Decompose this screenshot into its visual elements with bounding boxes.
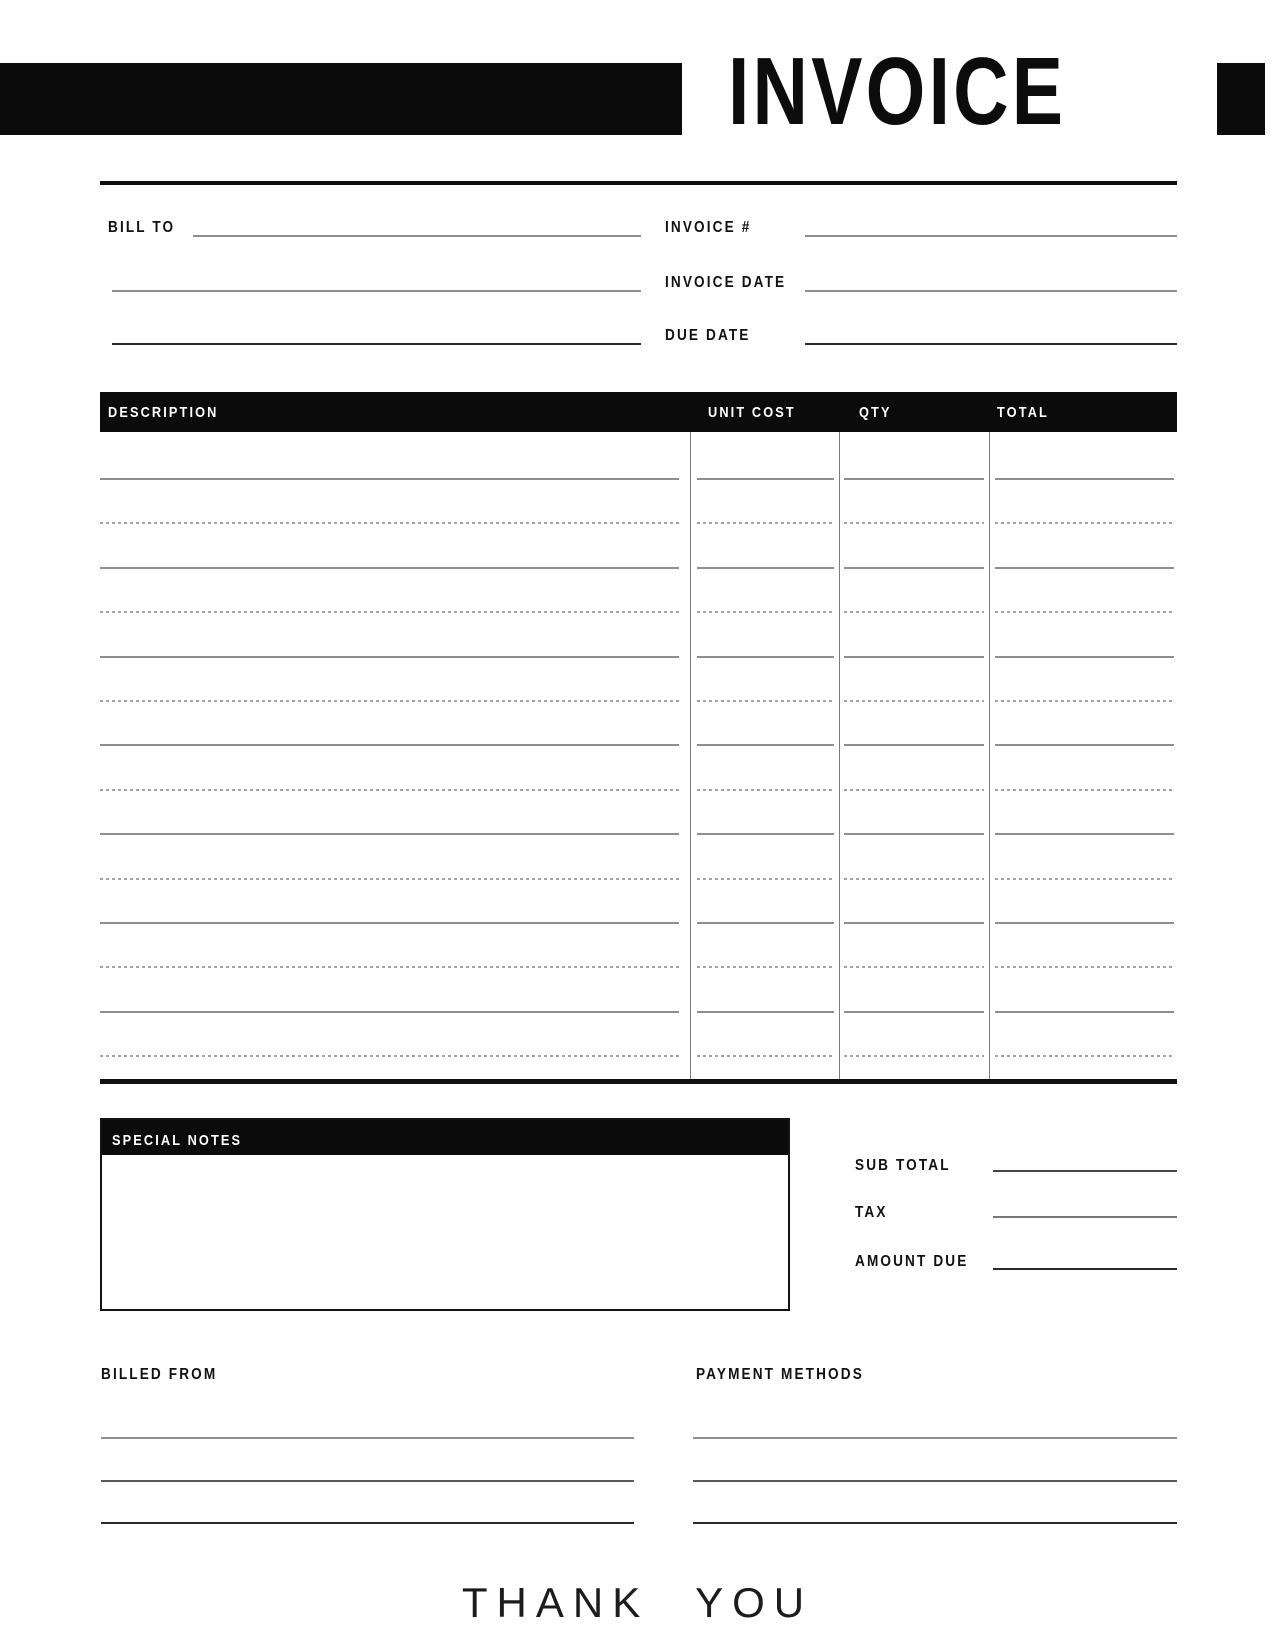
table-bottom-rule xyxy=(100,1079,1177,1084)
sub-total-label: SUB TOTAL xyxy=(855,1157,951,1174)
special-notes-area[interactable] xyxy=(102,1155,788,1309)
cell-line-unit-cost[interactable] xyxy=(697,567,834,569)
bill-to-line-3[interactable] xyxy=(112,343,641,345)
invoice-date-label: INVOICE DATE xyxy=(665,274,787,291)
cell-line-unit-cost[interactable] xyxy=(697,744,834,746)
column-header-unit-cost: UNIT COST xyxy=(708,404,796,421)
cell-line-unit-cost[interactable] xyxy=(697,700,834,702)
special-notes-box xyxy=(100,1118,790,1311)
due-date-label: DUE DATE xyxy=(665,327,751,344)
bill-to-label: BILL TO xyxy=(108,219,176,236)
cell-line-description[interactable] xyxy=(100,478,679,480)
cell-line-qty[interactable] xyxy=(844,922,984,924)
table-row-line xyxy=(100,744,1177,746)
column-separator-3 xyxy=(989,432,990,1079)
header-left-bar xyxy=(0,63,682,135)
cell-line-total[interactable] xyxy=(995,1055,1174,1057)
amount-due-line[interactable] xyxy=(993,1268,1177,1270)
cell-line-description[interactable] xyxy=(100,656,679,658)
payment-methods-line-2[interactable] xyxy=(693,1480,1177,1482)
cell-line-total[interactable] xyxy=(995,789,1174,791)
cell-line-qty[interactable] xyxy=(844,478,984,480)
thank-you-text: THANK YOU xyxy=(461,1579,814,1626)
cell-line-description[interactable] xyxy=(100,1055,679,1057)
billed-from-line-2[interactable] xyxy=(101,1480,634,1482)
table-row-line xyxy=(100,611,1177,613)
cell-line-unit-cost[interactable] xyxy=(697,922,834,924)
cell-line-qty[interactable] xyxy=(844,700,984,702)
cell-line-description[interactable] xyxy=(100,789,679,791)
tax-line[interactable] xyxy=(993,1216,1177,1218)
cell-line-description[interactable] xyxy=(100,567,679,569)
cell-line-qty[interactable] xyxy=(844,656,984,658)
cell-line-qty[interactable] xyxy=(844,744,984,746)
page-title: INVOICE xyxy=(728,38,1067,145)
table-row-line xyxy=(100,966,1177,968)
tax-label: TAX xyxy=(855,1204,888,1221)
cell-line-unit-cost[interactable] xyxy=(697,789,834,791)
cell-line-total[interactable] xyxy=(995,878,1174,880)
cell-line-total[interactable] xyxy=(995,611,1174,613)
cell-line-qty[interactable] xyxy=(844,966,984,968)
column-separator-2 xyxy=(839,432,840,1079)
billed-from-line-3[interactable] xyxy=(101,1522,634,1524)
cell-line-description[interactable] xyxy=(100,922,679,924)
cell-line-qty[interactable] xyxy=(844,1011,984,1013)
cell-line-qty[interactable] xyxy=(844,833,984,835)
cell-line-unit-cost[interactable] xyxy=(697,1011,834,1013)
invoice-date-line[interactable] xyxy=(805,290,1177,292)
cell-line-total[interactable] xyxy=(995,1011,1174,1013)
table-row-line xyxy=(100,700,1177,702)
sub-total-line[interactable] xyxy=(993,1170,1177,1172)
table-row-line xyxy=(100,567,1177,569)
cell-line-total[interactable] xyxy=(995,700,1174,702)
cell-line-description[interactable] xyxy=(100,522,679,524)
amount-due-label: AMOUNT DUE xyxy=(855,1253,969,1270)
table-row-line xyxy=(100,878,1177,880)
cell-line-unit-cost[interactable] xyxy=(697,522,834,524)
cell-line-description[interactable] xyxy=(100,1011,679,1013)
cell-line-unit-cost[interactable] xyxy=(697,478,834,480)
payment-methods-line-3[interactable] xyxy=(693,1522,1177,1524)
invoice-number-line[interactable] xyxy=(805,235,1177,237)
column-header-qty: QTY xyxy=(859,404,892,421)
cell-line-qty[interactable] xyxy=(844,567,984,569)
cell-line-unit-cost[interactable] xyxy=(697,966,834,968)
cell-line-total[interactable] xyxy=(995,522,1174,524)
special-notes-header xyxy=(102,1120,788,1155)
table-row-line xyxy=(100,789,1177,791)
items-table-header xyxy=(100,392,1177,432)
cell-line-qty[interactable] xyxy=(844,1055,984,1057)
column-header-description: DESCRIPTION xyxy=(108,404,219,421)
cell-line-description[interactable] xyxy=(100,966,679,968)
cell-line-total[interactable] xyxy=(995,744,1174,746)
table-row-line xyxy=(100,922,1177,924)
table-row-line xyxy=(100,1055,1177,1057)
payment-methods-label: PAYMENT METHODS xyxy=(696,1366,864,1383)
billed-from-label: BILLED FROM xyxy=(101,1366,218,1383)
table-row-line xyxy=(100,1011,1177,1013)
cell-line-qty[interactable] xyxy=(844,789,984,791)
table-row-line xyxy=(100,656,1177,658)
cell-line-unit-cost[interactable] xyxy=(697,656,834,658)
cell-line-description[interactable] xyxy=(100,744,679,746)
due-date-line[interactable] xyxy=(805,343,1177,345)
bill-to-line-2[interactable] xyxy=(112,290,641,292)
items-table-body xyxy=(100,432,1177,1079)
cell-line-unit-cost[interactable] xyxy=(697,1055,834,1057)
cell-line-description[interactable] xyxy=(100,611,679,613)
cell-line-total[interactable] xyxy=(995,478,1174,480)
cell-line-qty[interactable] xyxy=(844,522,984,524)
cell-line-total[interactable] xyxy=(995,833,1174,835)
cell-line-total[interactable] xyxy=(995,922,1174,924)
cell-line-total[interactable] xyxy=(995,966,1174,968)
cell-line-description[interactable] xyxy=(100,833,679,835)
cell-line-total[interactable] xyxy=(995,656,1174,658)
column-header-total: TOTAL xyxy=(997,404,1049,421)
cell-line-unit-cost[interactable] xyxy=(697,833,834,835)
cell-line-qty[interactable] xyxy=(844,611,984,613)
bill-to-line-1[interactable] xyxy=(193,235,641,237)
cell-line-total[interactable] xyxy=(995,567,1174,569)
header-divider-rule xyxy=(100,181,1177,185)
invoice-number-label: INVOICE # xyxy=(665,219,752,236)
special-notes-label: SPECIAL NOTES xyxy=(112,1132,243,1149)
table-row-line xyxy=(100,478,1177,480)
table-row-line xyxy=(100,522,1177,524)
cell-line-description[interactable] xyxy=(100,878,679,880)
table-row-line xyxy=(100,833,1177,835)
cell-line-qty[interactable] xyxy=(844,878,984,880)
cell-line-unit-cost[interactable] xyxy=(697,611,834,613)
cell-line-description[interactable] xyxy=(100,700,679,702)
column-separator-1 xyxy=(690,432,691,1079)
billed-from-line-1[interactable] xyxy=(101,1437,634,1439)
payment-methods-line-1[interactable] xyxy=(693,1437,1177,1439)
cell-line-unit-cost[interactable] xyxy=(697,878,834,880)
header-right-square xyxy=(1217,63,1265,135)
